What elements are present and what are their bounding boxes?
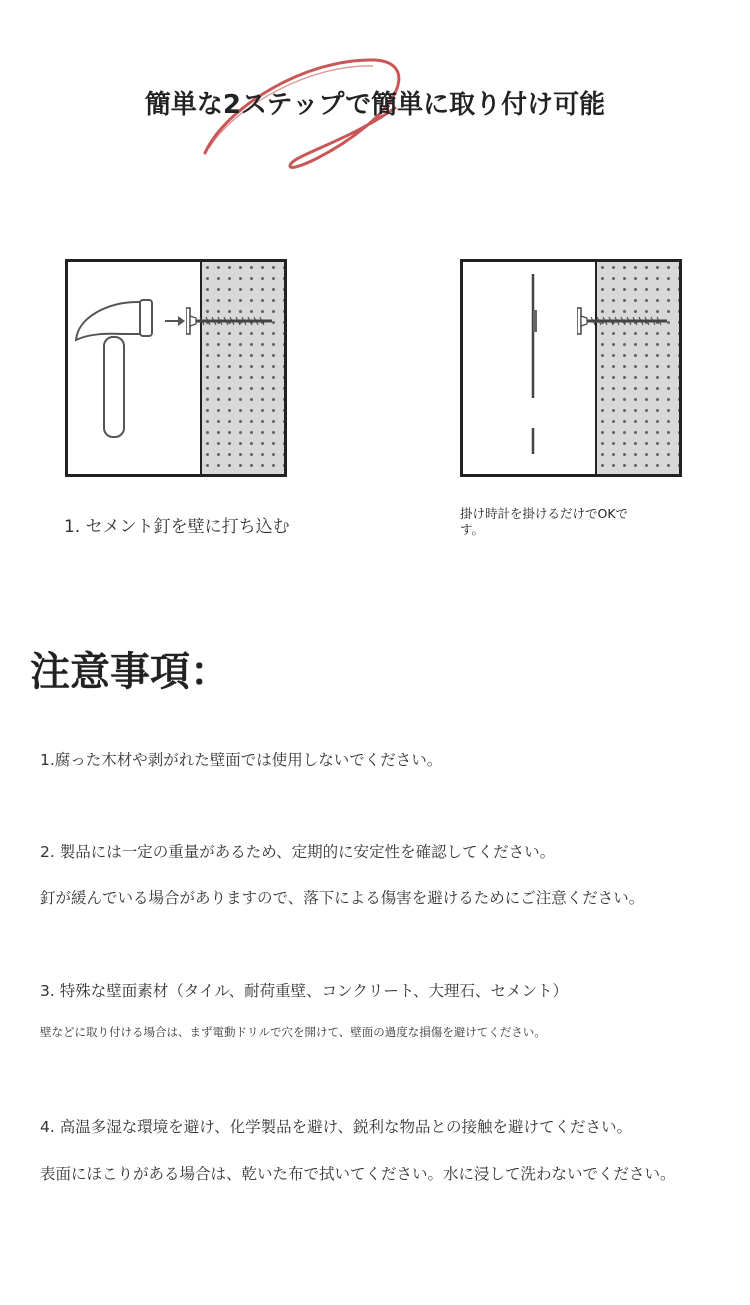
step2-illustration bbox=[460, 259, 682, 477]
notice-line-1: 1.腐った木材や剥がれた壁面では使用しないでください。 bbox=[40, 751, 443, 769]
step1-illustration bbox=[65, 259, 287, 477]
page-title: 簡単な2ステップで簡単に取り付け可能 bbox=[144, 90, 606, 120]
step1-caption: 1. セメント釘を壁に打ち込む bbox=[64, 517, 290, 537]
nail-icon bbox=[577, 306, 671, 336]
notice-heading: 注意事項： bbox=[30, 649, 230, 695]
notice-line-2: 2. 製品には一定の重量があるため、定期的に安定性を確認してください。 bbox=[40, 843, 556, 861]
clock-hook-icon bbox=[463, 262, 679, 474]
notice-line-4: 3. 特殊な壁面素材（タイル、耐荷重壁、コンクリート、大理石、セメント） bbox=[40, 982, 568, 1000]
hammer-icon bbox=[68, 262, 284, 474]
notice-line-7: 表面にほこりがある場合は、乾いた布で拭いてください。水に浸して洗わないでください。 bbox=[40, 1165, 676, 1183]
step2-caption: 掛け時計を掛けるだけでOKです。 bbox=[460, 506, 629, 537]
notice-line-3: 釘が緩んでいる場合がありますので、落下による傷害を避けるためにご注意ください。 bbox=[40, 889, 645, 907]
notice-line-5: 壁などに取り付ける場合は、まず電動ドリルで穴を開けて、壁面の過度な損傷を避けてください。 bbox=[40, 1025, 546, 1039]
nail-icon bbox=[186, 306, 276, 336]
notice-line-6: 4. 高温多湿な環境を避け、化学製品を避け、鋭利な物品との接触を避けてください。 bbox=[40, 1118, 632, 1136]
